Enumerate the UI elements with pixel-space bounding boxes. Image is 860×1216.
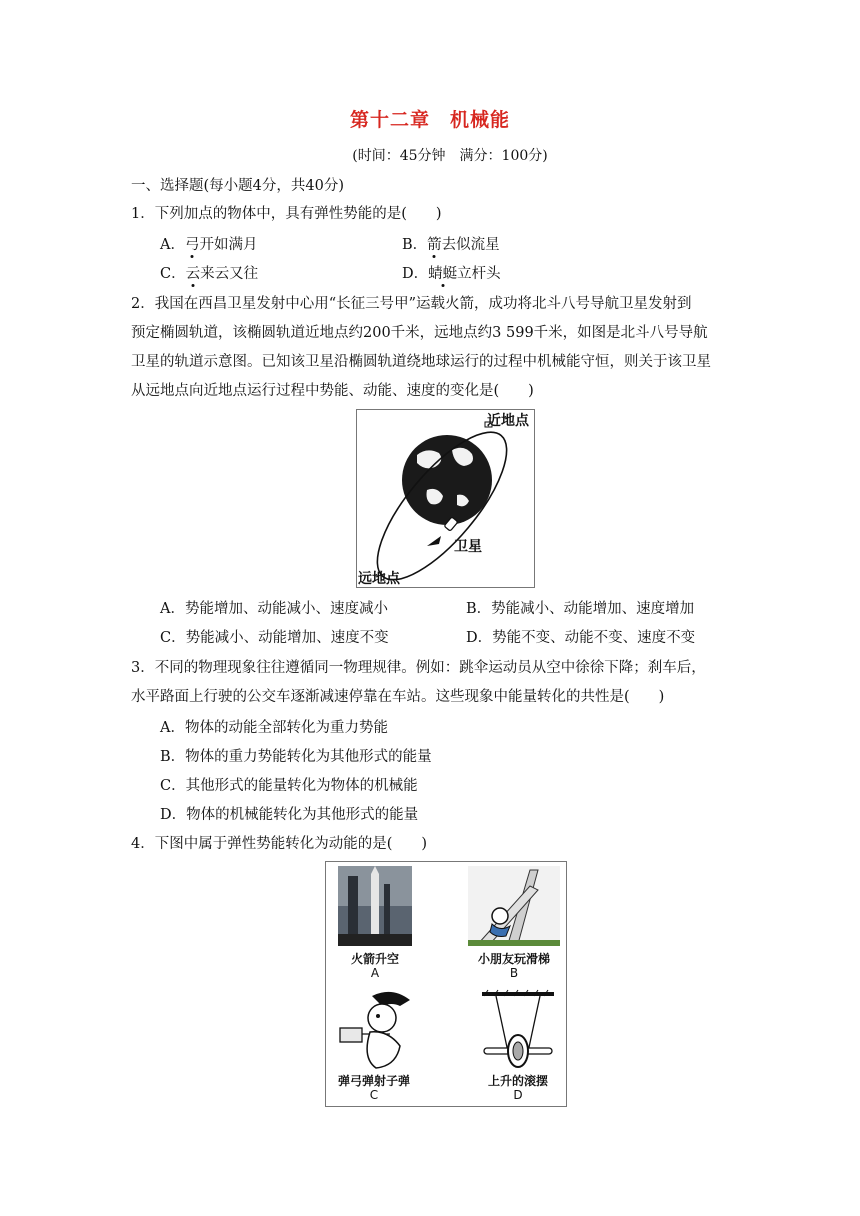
q3-line-2: 水平路面上行驶的公交车逐渐减速停靠在车站。这些现象中能量转化的共性是( ) [131, 689, 665, 705]
letter-d: D [513, 1088, 523, 1102]
caption-b: 小朋友玩滑梯 [477, 952, 550, 966]
label-apogee: 远地点 [358, 571, 400, 587]
q2-option-d: D．势能不变、动能不变、速度不变 [466, 630, 696, 646]
q1-option-d: D．蜻蜓立杆头 [402, 266, 501, 282]
q2-line-4: 从远地点向近地点运行过程中势能、动能、速度的变化是( ) [131, 383, 534, 399]
caption-d: 上升的滚摆 [487, 1074, 548, 1088]
orbit-arrow-icon [427, 536, 441, 546]
q3-option-d: D．物体的机械能转化为其他形式的能量 [160, 807, 419, 823]
q3-option-b: B．物体的重力势能转化为其他形式的能量 [160, 749, 432, 765]
q1-option-c: C．云来云又往 [160, 266, 259, 282]
q3-option-c: C．其他形式的能量转化为物体的机械能 [160, 778, 418, 794]
caption-a: 火箭升空 [350, 952, 399, 966]
q1-stem: 1．下列加点的物体中，具有弹性势能的是( ) [131, 206, 442, 222]
q1-option-b: B．箭去似流星 [402, 237, 500, 253]
section-heading: 一、选择题(每小题4分，共40分) [131, 178, 344, 194]
rocket-launch-icon [338, 866, 412, 946]
q2-option-a: A．势能增加、动能减小、速度减小 [160, 601, 388, 617]
letter-c: C [369, 1088, 379, 1102]
earth-icon [402, 435, 492, 525]
q2-line-2: 预定椭圆轨道，该椭圆轨道近地点约200千米，远地点约3 599千米，如图是北斗八号导航 [131, 325, 708, 341]
energy-pictures-figure [325, 861, 567, 1107]
label-perigee: 近地点 [487, 413, 529, 429]
satellite-orbit-figure [356, 409, 535, 588]
chapter-title: 第十二章 机械能 [349, 109, 510, 131]
maxwell-wheel-icon [478, 988, 558, 1070]
q2-line-1: 2．我国在西昌卫星发射中心用“长征三号甲”运载火箭，成功将北斗八号导航卫星发射到 [131, 296, 692, 312]
slide-icon [468, 866, 560, 946]
orbit-diagram [357, 410, 534, 587]
label-satellite: 卫星 [454, 539, 482, 555]
q3-option-a: A．物体的动能全部转化为重力势能 [160, 720, 388, 736]
letter-b: B [509, 966, 519, 980]
q2-option-c: C．势能减小、动能增加、速度不变 [160, 630, 389, 646]
letter-a: A [370, 966, 380, 980]
q4-stem: 4．下图中属于弹性势能转化为动能的是( ) [131, 836, 428, 852]
q3-line-1: 3．不同的物理现象往往遵循同一物理规律。例如：跳伞运动员从空中徐徐下降；刹车后， [131, 660, 706, 676]
q2-option-b: B．势能减小、动能增加、速度增加 [466, 601, 695, 617]
slingshot-icon [334, 988, 422, 1070]
q2-line-3: 卫星的轨道示意图。已知该卫星沿椭圆轨道绕地球运行的过程中机械能守恒，则关于该卫星 [131, 354, 711, 370]
caption-c: 弹弓弹射子弹 [337, 1074, 410, 1088]
exam-time-score: (时间：45分钟 满分：100分) [352, 148, 548, 164]
q1-option-a: A．弓开如满月 [160, 237, 258, 253]
